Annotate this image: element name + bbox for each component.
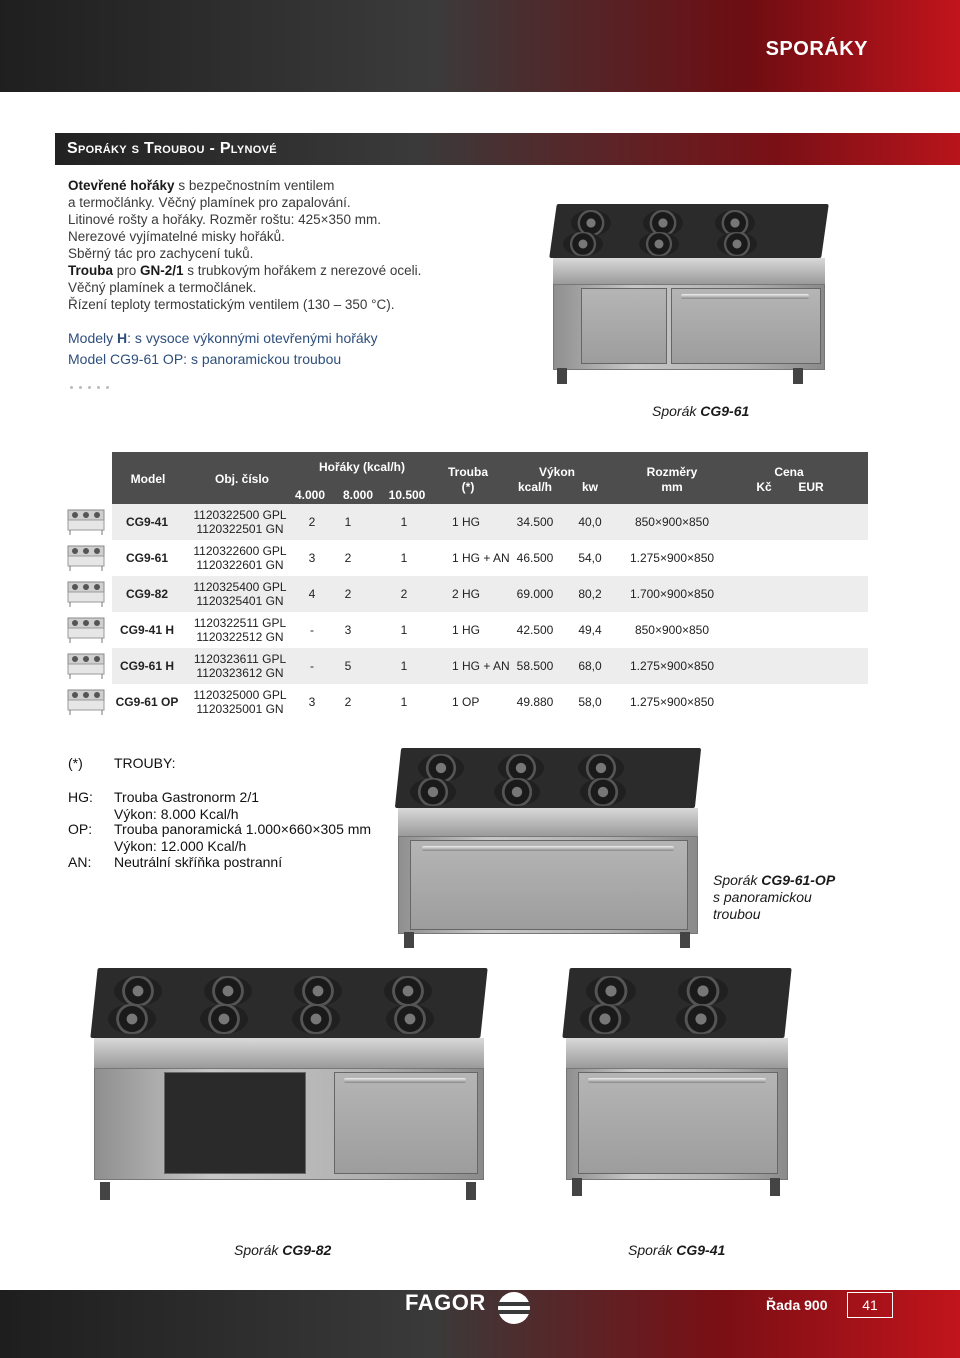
decorative-dots [70,376,115,394]
cell-power-kcal: 49.880 [516,695,554,709]
cell-power-kcal: 58.500 [516,659,554,673]
models-note-bold: H [117,330,128,346]
cell-order-number-gn: 1120322501 GN [196,522,284,536]
legend-key-an: AN: [68,854,92,870]
cell-burner-4000: 3 [308,695,316,709]
th-burner-10500: 10.500 [388,488,426,502]
th-model: Model [130,472,166,486]
th-mm: mm [661,480,683,494]
stove-image-cg9-61-op [398,748,698,948]
cell-burner-8000: 2 [344,551,352,565]
legend-hg-line1: Trouba Gastronorm 2/1 [114,789,259,805]
feature-line: Věčný plamínek a termočlánek. [68,280,257,295]
cell-burner-10500: 2 [400,587,408,601]
page-category-title: SPORÁKY [765,38,868,60]
models-note-line [68,349,538,370]
models-note-text: Model CG9-61 OP [68,351,184,367]
feature-line: Litinové rošty a hořáky. Rozměr roštu: 425×350 mm. [68,212,382,227]
table-row [112,648,868,684]
feature-text: s bezpečnostním ventilem [174,178,335,193]
series-label: Řada 900 [766,1297,828,1313]
cell-power-kw: 49,4 [578,623,602,637]
models-note-text: : s panoramickou troubou [183,351,342,367]
cell-burner-10500: 1 [400,515,408,529]
caption-cg9-61 [652,403,749,419]
caption-model: CG9-82 [282,1242,332,1258]
cell-order-number-gpl: 1120325000 GPL [193,688,287,702]
cell-power-kw: 58,0 [578,695,602,709]
cell-order-number-gpl: 1120323611 GPL [193,652,287,666]
cell-burner-10500: 1 [400,623,408,637]
cell-power-kw: 80,2 [578,587,602,601]
cell-burner-10500: 1 [400,659,408,673]
cell-oven: 1 HG + AN [452,659,510,673]
models-note-text: Modely [68,330,118,346]
th-oven: Trouba [447,465,488,479]
cell-order-number-gn: 1120322512 GN [196,630,284,644]
cell-burner-10500: 1 [400,551,408,565]
cell-order-number-gn: 1120322601 GN [196,558,284,572]
cell-burner-8000: 1 [344,515,352,529]
section-bar [55,133,960,165]
cell-power-kcal: 46.500 [516,551,554,565]
feature-text: pro [113,263,141,278]
feature-line: a termočlánky. Věčný plamínek pro zapalování. [68,195,351,210]
cell-power-kw: 54,0 [578,551,602,565]
cell-oven: 1 OP [452,695,480,709]
legend-op-line2: Výkon: 12.000 Kcal/h [114,838,247,854]
cell-model: CG9-41 [125,515,169,529]
th-burner-4000: 4.000 [294,488,326,502]
page-number: 41 [847,1292,893,1318]
stove-thumbnail-icon [66,650,108,680]
stove-thumbnail-icon [66,578,108,608]
table-row [112,504,868,540]
table-row [112,540,868,576]
th-kc: Kč [756,480,772,494]
caption-line: troubou [713,906,761,922]
models-note-line [68,328,538,349]
cell-power-kcal: 42.500 [516,623,554,637]
legend-key-hg: HG: [68,789,93,805]
th-eur: EUR [798,480,824,494]
stove-image-cg9-82 [94,968,484,1200]
feature-bold: Trouba [68,263,114,278]
stove-image-cg9-61 [553,204,825,384]
table-row [112,612,868,648]
stove-thumbnail-icon [66,506,108,536]
feature-line: Sběrný tác pro zachycení tuků. [68,246,254,261]
cell-order-number-gn: 1120325401 GN [196,594,284,608]
feature-bold: Otevřené hořáky [68,178,175,193]
cell-burner-10500: 1 [400,695,408,709]
th-power: Výkon [538,465,575,479]
fagor-logo-text: FAGOR [405,1290,486,1315]
legend-title: TROUBY: [114,755,176,771]
models-note-text: : s vysoce výkonnými otevřenými hořáky [127,330,378,346]
cell-oven: 1 HG + AN [452,551,510,565]
th-burner-8000: 8.000 [342,488,374,502]
feature-line [68,262,538,279]
th-price: Cena [774,465,804,479]
cell-dimensions: 1.275×900×850 [629,551,715,565]
caption-line [713,872,835,889]
cell-burner-4000: - [310,659,314,673]
cell-oven: 1 HG [452,515,481,529]
cell-burner-8000: 2 [344,695,352,709]
cell-oven: 1 HG [452,623,481,637]
feature-line: Řízení teploty termostatickým ventilem (130 – 350 °C). [68,297,395,312]
table-header [112,452,868,504]
cell-dimensions: 1.275×900×850 [629,659,715,673]
models-note [68,328,538,370]
feature-text: s trubkovým hořákem z nerezové oceli. [183,263,422,278]
cell-dimensions: 1.275×900×850 [629,695,715,709]
cell-power-kw: 40,0 [578,515,602,529]
feature-bold: GN-2/1 [140,263,184,278]
caption-model: CG9-61-OP [761,872,836,888]
legend-mark: (*) [68,755,83,771]
stove-image-cg9-41 [566,968,788,1196]
cell-burner-4000: 3 [308,551,316,565]
cell-dimensions: 850×900×850 [634,515,710,529]
th-dims: Rozměry [646,465,698,479]
cell-model: CG9-61 H [119,659,175,673]
caption-text: Sporák [652,403,701,419]
cell-model: CG9-82 [125,587,169,601]
stove-thumbnail-icon [66,542,108,572]
cell-model: CG9-41 H [119,623,175,637]
feature-line [68,177,538,194]
cell-model: CG9-61 OP [115,695,179,709]
legend-an-line1: Neutrální skříňka postranní [114,854,283,870]
th-burners: Hořáky (kcal/h) [318,460,406,474]
cell-oven: 2 HG [452,587,481,601]
caption-cg9-41 [628,1242,725,1258]
cell-power-kcal: 69.000 [516,587,554,601]
caption-cg9-82 [234,1242,331,1258]
cell-power-kw: 68,0 [578,659,602,673]
legend-op-line1: Trouba panoramická 1.000×660×305 mm [114,821,372,837]
cell-burner-8000: 2 [344,587,352,601]
cell-order-number-gn: 1120323612 GN [196,666,284,680]
cell-order-number-gpl: 1120322500 GPL [193,508,287,522]
cell-burner-8000: 5 [344,659,352,673]
caption-model: CG9-61 [700,403,750,419]
legend-key-op: OP: [68,821,93,837]
cell-order-number-gpl: 1120322600 GPL [193,544,287,558]
table-row [112,684,868,720]
caption-text: Sporák [628,1242,677,1258]
cell-burner-4000: - [310,623,314,637]
cell-model: CG9-61 [125,551,169,565]
fagor-logo-icon [492,1290,536,1326]
cell-power-kcal: 34.500 [516,515,554,529]
cell-burner-4000: 2 [308,515,316,529]
cell-burner-8000: 3 [344,623,352,637]
cell-order-number-gpl: 1120322511 GPL [193,616,287,630]
cell-dimensions: 850×900×850 [634,623,710,637]
caption-text: Sporák [234,1242,283,1258]
legend-hg-line2: Výkon: 8.000 Kcal/h [114,806,239,822]
th-obj: Obj. číslo [214,472,269,486]
stove-thumbnail-icon [66,614,108,644]
cell-dimensions: 1.700×900×850 [629,587,715,601]
caption-cg9-61-op [713,872,835,923]
section-title: Sporáky s Troubou - Plynové [67,140,277,157]
cell-order-number-gn: 1120325001 GN [196,702,284,716]
feature-description [68,177,538,313]
cell-order-number-gpl: 1120325400 GPL [193,580,287,594]
table-row [112,576,868,612]
th-kw: kw [581,480,598,494]
caption-text: Sporák [713,872,762,888]
cell-burner-4000: 4 [308,587,316,601]
feature-line: Nerezové vyjímatelné misky hořáků. [68,229,285,244]
th-oven-note: (*) [461,480,475,494]
stove-thumbnail-icon [66,686,108,716]
caption-line: s panoramickou [713,889,812,905]
th-kcal: kcal/h [517,480,553,494]
caption-model: CG9-41 [676,1242,726,1258]
